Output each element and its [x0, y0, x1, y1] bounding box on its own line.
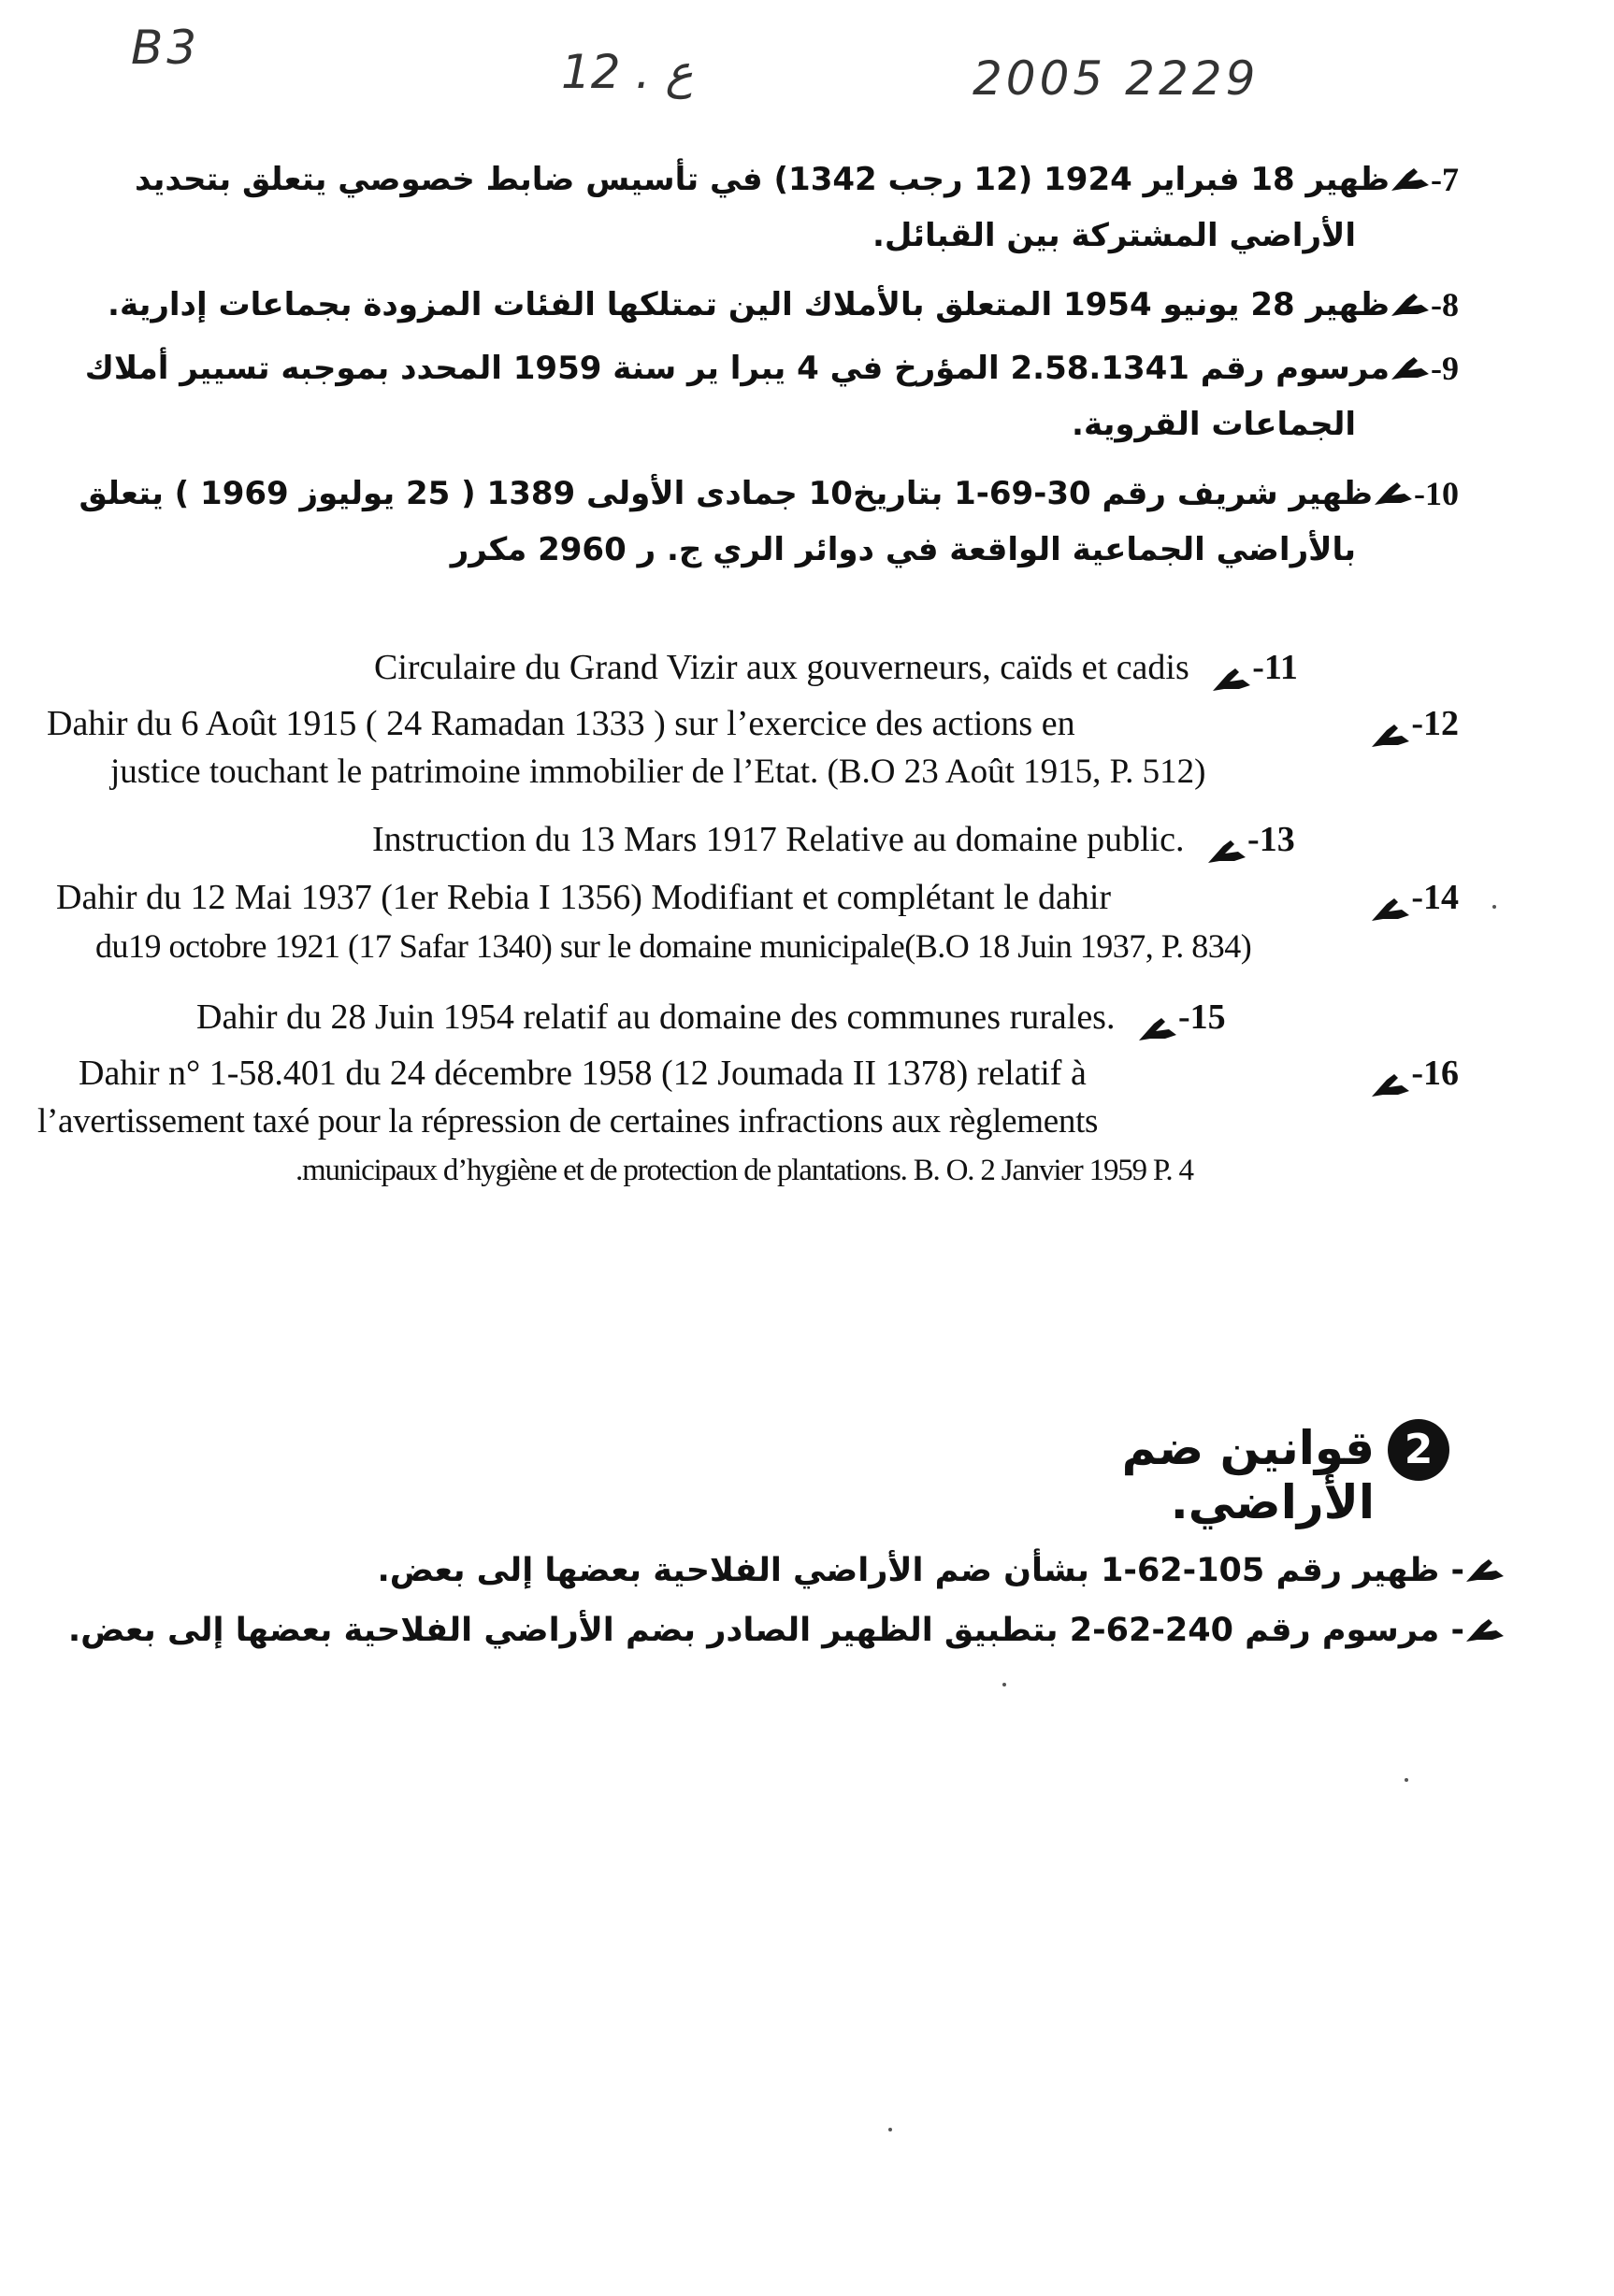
list-item — [56, 873, 1459, 970]
scan-speck — [1002, 1683, 1006, 1686]
scan-speck — [888, 2128, 892, 2131]
item-number: -14 — [1411, 878, 1459, 917]
writing-hand-icon — [1370, 1063, 1411, 1089]
writing-hand-icon — [1370, 713, 1411, 739]
scan-speck — [1492, 905, 1496, 909]
item-number: -7 — [1431, 161, 1459, 198]
writing-hand-icon — [1390, 292, 1431, 318]
item-line: الجماعات القروية. — [1072, 406, 1356, 443]
item-number: -10 — [1414, 475, 1459, 512]
writing-hand-icon — [1464, 1557, 1506, 1584]
item-number: -9 — [1431, 350, 1459, 387]
scan-speck — [1405, 1778, 1408, 1782]
item-number: -16 — [1411, 1054, 1459, 1093]
item-line: - مرسوم رقم 240-62-2 بتطبيق الظهير الصادر بضم الأراضي الفلاحية بعضها إلى بعض. — [67, 1612, 1464, 1649]
writing-hand-icon — [1211, 657, 1252, 683]
list-item — [47, 340, 1459, 452]
writing-hand-icon — [1464, 1617, 1506, 1643]
item-line: ظهير شريف رقم 30-69-1 بتاريخ10 جمادى الأولى 1389 ( 25 يوليوز 1969 ) يتعلق — [79, 475, 1373, 512]
item-number: -11 — [1252, 648, 1298, 687]
list-item — [47, 699, 1459, 796]
writing-hand-icon — [1206, 829, 1247, 855]
writing-hand-icon — [1373, 481, 1414, 507]
item-line: الأراضي المشتركة بين القبائل. — [872, 217, 1356, 254]
list-item — [374, 643, 1298, 692]
item-line: l’avertissement taxé pour la répression de certaines infractions aux règlements — [37, 1102, 1099, 1141]
handwritten-mark-middle: 12 . ع — [561, 45, 694, 99]
list-item — [47, 277, 1459, 333]
item-line: Dahir du 12 Mai 1937 (1er Rebia I 1356) Modifiant et complétant le dahir — [56, 878, 1112, 917]
item-line: justice touchant le patrimoine immobilier de l’Etat. (B.O 23 Août 1915, P. 512) — [110, 753, 1206, 791]
item-line: Dahir du 28 Juin 1954 relatif au domaine des communes rurales. — [196, 997, 1116, 1037]
item-number: -15 — [1177, 997, 1226, 1037]
item-line: بالأراضي الجماعية الواقعة في دوائر الري ج. ر 2960 مكرر — [450, 531, 1356, 568]
writing-hand-icon — [1390, 166, 1431, 193]
list-item — [56, 1602, 1506, 1658]
list-item — [372, 815, 1295, 864]
writing-hand-icon — [1390, 355, 1431, 381]
item-line: .municipaux d’hygiène et de protection de plantations. B. O. 2 Janvier 1959 P. 4 — [295, 1154, 1193, 1187]
item-line: مرسوم رقم 2.58.1341 المؤرخ في 4 يبرا ير سنة 1959 المحدد بموجبه تسيير أملاك — [84, 350, 1390, 387]
list-item — [196, 993, 1226, 1041]
item-line: Instruction du 13 Mars 1917 Relative au domaine public. — [372, 820, 1185, 859]
handwritten-mark-right: 2005 2229 — [973, 51, 1260, 106]
item-line: Circulaire du Grand Vizir aux gouverneurs, caïds et cadis — [374, 648, 1189, 687]
item-line: du19 octobre 1921 (17 Safar 1340) sur le domaine municipale(B.O 18 Juin 1937, P. 834) — [95, 927, 1252, 965]
section-number-badge: 2 — [1388, 1419, 1449, 1481]
list-item — [318, 1543, 1506, 1599]
item-line: ظهير 28 يونيو 1954 المتعلق بالأملاك الين تمتلكها الفئات المزودة بجماعات إدارية. — [108, 286, 1390, 323]
item-line: Dahir n° 1-58.401 du 24 décembre 1958 (12 Joumada II 1378) relatif à — [79, 1054, 1087, 1093]
list-item — [47, 466, 1459, 578]
item-line: - ظهير رقم 105-62-1 بشأن ضم الأراضي الفلاحية بعضها إلى بعض. — [377, 1552, 1464, 1589]
item-number: -12 — [1411, 704, 1459, 743]
section-title: قوانين ضم الأراضي. — [1121, 1421, 1375, 1529]
list-item — [47, 151, 1459, 264]
item-line: Dahir du 6 Août 1915 ( 24 Ramadan 1333 ) sur l’exercice des actions en — [47, 704, 1075, 743]
item-number: -8 — [1431, 286, 1459, 323]
item-number: -13 — [1247, 820, 1295, 859]
writing-hand-icon — [1370, 887, 1411, 913]
list-item — [37, 1049, 1459, 1195]
handwritten-mark-left: B3 — [131, 21, 201, 75]
item-line: ظهير 18 فبراير 1924 (12 رجب 1342) في تأسيس ضابط خصوصي يتعلق بتحديد — [134, 161, 1390, 198]
writing-hand-icon — [1137, 1007, 1178, 1033]
